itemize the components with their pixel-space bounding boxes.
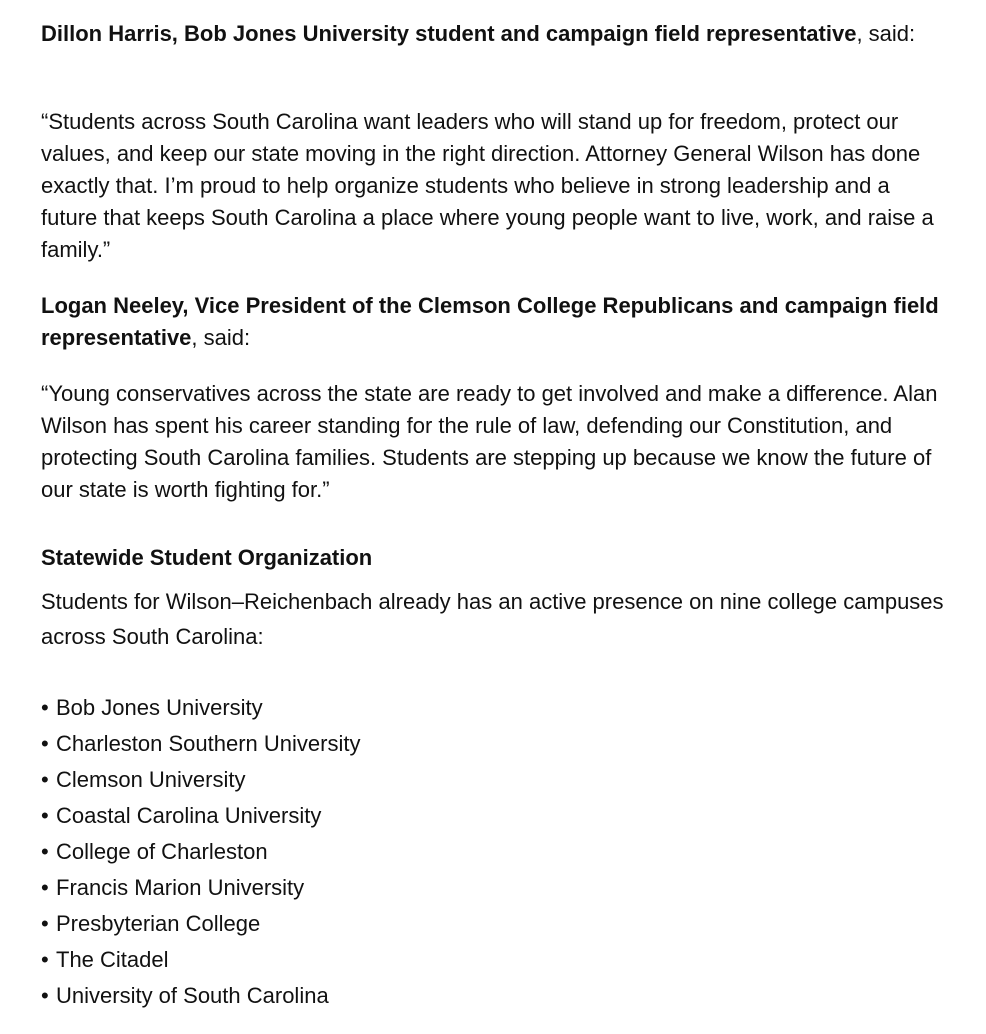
list-item (41, 726, 360, 762)
speaker-name-harris: Dillon Harris, Bob Jones University student and campaign field representative (41, 21, 857, 46)
campus-name: The Citadel (56, 947, 169, 972)
speaker-attribution-harris (41, 18, 951, 50)
bullet-icon: • (41, 875, 49, 900)
list-item (41, 834, 360, 870)
bullet-icon: • (41, 947, 49, 972)
quote-harris: “Students across South Carolina want leaders who will stand up for freedom, protect our values, and keep our state moving in the right direction. Attorney General Wilson has done exactly that. I’m proud to help organize students who believe in strong leadership and a future that keeps South Carolina a place where young people want to live, work, and raise a family.” (41, 109, 934, 262)
list-item (41, 762, 360, 798)
quote-neeley: “Young conservatives across the state are ready to get involved and make a difference. Alan Wilson has spent his career standing for the rule of law, defending our Constitution, and protecting South Carolina families. Students are stepping up because we know the future of our state is worth fighting for.” (41, 381, 938, 502)
bullet-icon: • (41, 911, 49, 936)
campus-name: Clemson University (56, 767, 246, 792)
speaker-attribution-neeley (41, 290, 951, 354)
bullet-icon: • (41, 731, 49, 756)
campus-name: Francis Marion University (56, 875, 305, 900)
campus-name: Charleston Southern University (56, 731, 361, 756)
campus-name: Presbyterian College (56, 911, 261, 936)
speaker-said-neeley: , said: (191, 325, 251, 350)
list-item (41, 906, 360, 942)
campus-name: Bob Jones University (56, 695, 263, 720)
campus-name: College of Charleston (56, 839, 268, 864)
list-item (41, 798, 360, 834)
bullet-icon: • (41, 803, 49, 828)
organization-intro: Students for Wilson–Reichenbach already has an active presence on nine college campuses across South Carolina: (41, 589, 944, 649)
bullet-icon: • (41, 983, 49, 1008)
bullet-icon: • (41, 839, 49, 864)
bullet-icon: • (41, 767, 49, 792)
list-item (41, 690, 360, 726)
list-item (41, 870, 360, 906)
bullet-icon: • (41, 695, 49, 720)
campus-name: University of South Carolina (56, 983, 329, 1008)
list-item (41, 978, 360, 1014)
speaker-said-harris: , said: (856, 21, 916, 46)
list-item (41, 942, 360, 978)
speaker-name-neeley: Logan Neeley, Vice President of the Clemson College Republicans and campaign field representative (41, 293, 939, 350)
campus-name: Coastal Carolina University (56, 803, 322, 828)
campus-list (41, 690, 360, 1014)
section-heading: Statewide Student Organization (41, 545, 373, 570)
